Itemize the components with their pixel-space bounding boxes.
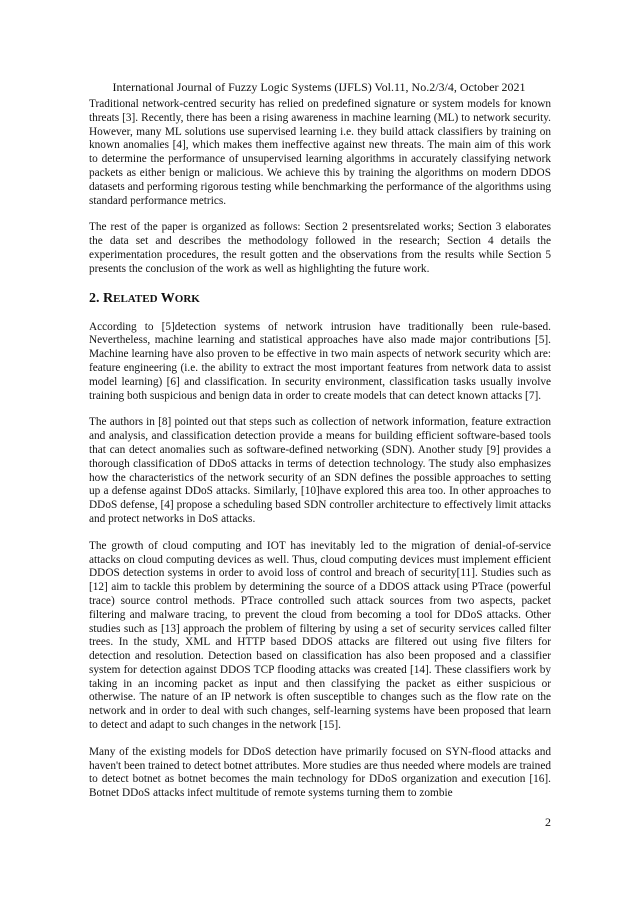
body-text (89, 98, 551, 814)
page-number: 2 (545, 815, 551, 829)
section-title (103, 291, 200, 306)
paragraph-related-4: Many of the existing models for DDoS detection have primarily focused on SYN-flood attacks and haven't been trained to detect botnet attributes. More studies are thus needed where models are trained to detect botnet as botnet becomes the main technology for DDoS organization and execution [16]. Botnet DDoS attacks infect multitude of remote systems turning them to zombie (89, 745, 551, 800)
running-header: International Journal of Fuzzy Logic Systems (IJFLS) Vol.11, No.2/3/4, October 2021 (112, 80, 526, 94)
section-title-rest-1: ELATED (113, 292, 158, 305)
section-title-initial-2: W (160, 290, 175, 306)
paragraph-related-1: According to [5]detection systems of network intrusion have traditionally been rule-based. Nevertheless, machine learning and statistical approaches have also made major contributions [5]. Machine learning have also proven to be effective in two main aspects of network security which are: feature engineering (i.e. the ability to extract the most important features from network data to assist model learning) [6] and classification. In security environment, classification tasks usually involve training both suspicious and benign data in order to create models that can detect known attacks [7]. (89, 320, 551, 402)
section-heading (89, 290, 551, 308)
section-title-initial-1: R (103, 290, 114, 306)
section-number: 2. (89, 290, 100, 306)
paragraph-intro-1: Traditional network-centred security has relied on predefined signature or system models for known threats [3]. Recently, there has been a rising awareness in machine learning (ML) to network security. However, many ML solutions use supervised learning i.e. they build attack classifiers by training on known anomalies [4], which makes them ineffective against new threats. The main aim of this work to determine the performance of unsupervised learning algorithms in accurately classifying network packets as either benign or malicious. We achieve this by training the algorithms on modern DDOS datasets and performing rigorous testing while benchmarking the performance of the algorithms using standard performance metrics. (89, 98, 551, 207)
paragraph-related-2: The authors in [8] pointed out that steps such as collection of network information, feature extraction and analysis, and classification detection provide a means for building efficient software-based tools that can detect anomalies such as software-defined networking (SDN). Another study [9] provides a thorough classification of DDoS attacks in terms of detection technology. The study also emphasizes how the characteristics of the network security of an SDN defines the possible approaches to setting up a defense against DDoS attacks. Similarly, [10]have explored this area too. In other approaches to DDoS defense, [4] propose a scheduling based SDN controller architecture to effectively limit attacks and protect networks in DoS attacks. (89, 416, 551, 525)
paragraph-intro-2: The rest of the paper is organized as follows: Section 2 presentsrelated works; Section 3 elaborates the data set and describes the methodology followed in the research; Section 4 details the experimentation procedures, the result gotten and the observations from the results while Section 5 presents the conclusion of the work as well as highlighting the future work. (89, 221, 551, 275)
paragraph-related-3: The growth of cloud computing and IOT has inevitably led to the migration of denial-of-service attacks on cloud computing devices as well. Thus, cloud computing devices must implement efficient DDOS detection systems in order to avoid loss of control and breach of security[11]. Studies such as [12] aim to tackle this problem by determining the source of a DDOS attack using PTrace (powerful trace) source control methods. PTrace controlled such attack sources from two aspects, packet filtering and malware tracing, to prevent the cloud from becoming a tool for DDoS attacks. Other studies such as [13] approach the problem of filtering by using a set of security services called filter trees. In the study, XML and HTTP based DDOS attacks are filtered out using five filters for detection and resolution. Detection based on classification has also been proposed and a classifier system for detection against DDOS TCP flooding attacks was created [14]. These classifiers work by taking in an incoming packet as input and then classifying the packet as either suspicious or otherwise. The nature of an IP network is often susceptible to changes such as the flow rate on the network and in order to deal with such changes, self-learning systems have been proposed that learn to detect and adapt to such changes in the network [15]. (89, 539, 551, 732)
section-title-rest-2: ORK (174, 292, 200, 305)
